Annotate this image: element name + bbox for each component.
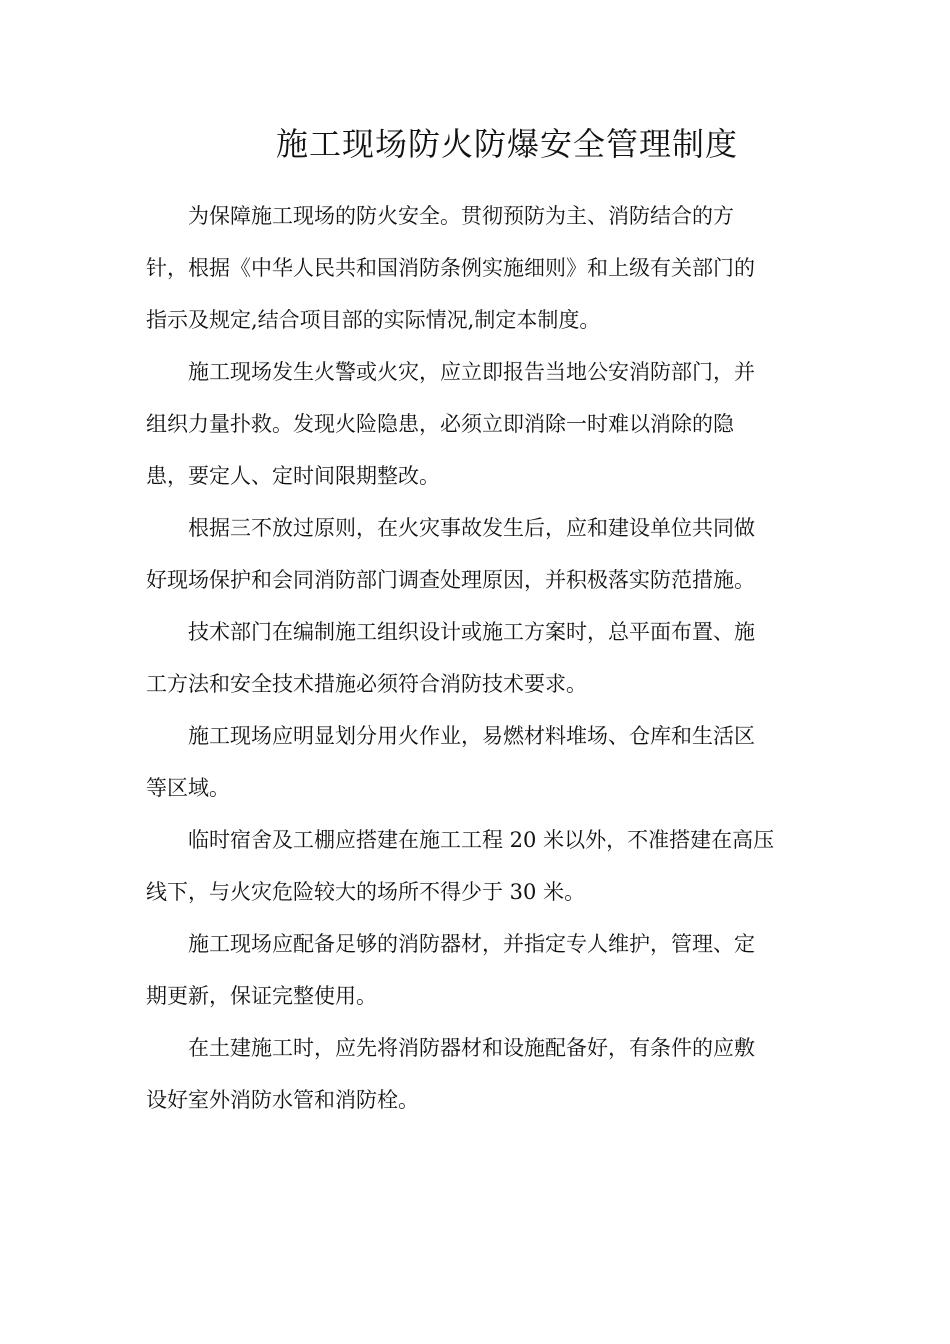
paragraph: [146, 606, 802, 710]
paragraph: [146, 1022, 802, 1126]
paragraph-line: 好现场保护和会同消防部门调查处理原因，并积极落实防范措施。: [146, 568, 755, 592]
paragraph-line: 工方法和安全技术措施必须符合消防技术要求。: [146, 672, 587, 696]
paragraph-line: 等区域。: [146, 776, 230, 800]
paragraph: [146, 346, 802, 502]
document-body: [146, 190, 802, 1126]
paragraph-line: 施工现场应明显划分用火作业，易燃材料堆场、仓库和生活区: [188, 724, 755, 748]
paragraph-line: 在土建施工时，应先将消防器材和设施配备好，有条件的应敷: [188, 1036, 755, 1060]
paragraph-line: 施工现场发生火警或火灾，应立即报告当地公安消防部门，并: [188, 360, 755, 384]
paragraph-line: 针，根据《中华人民共和国消防条例实施细则》和上级有关部门的: [146, 256, 755, 280]
paragraph-line: 技术部门在编制施工组织设计或施工方案时，总平面布置、施: [188, 620, 755, 644]
paragraph-line: 设好室外消防水管和消防栓。: [146, 1088, 419, 1112]
paragraph-line: 施工现场应配备足够的消防器材，并指定专人维护，管理、定: [188, 932, 755, 956]
paragraph-line: 期更新，保证完整使用。: [146, 984, 377, 1008]
paragraph-line: 患，要定人、定时间限期整改。: [146, 464, 440, 488]
paragraph-line: 组织力量扑救。发现火险隐患，必须立即消除一时难以消除的隐: [146, 412, 734, 436]
paragraph-line: 根据三不放过原则，在火灾事故发生后，应和建设单位共同做: [188, 516, 755, 540]
paragraph-line: 为保障施工现场的防火安全。贯彻预防为主、消防结合的方: [188, 204, 734, 228]
paragraph-line: 指示及规定,结合项目部的实际情况,制定本制度。: [146, 308, 601, 332]
paragraph: [146, 502, 802, 606]
paragraph-line: 临时宿舍及工棚应搭建在施工工程 20 米以外，不准搭建在高压: [188, 828, 775, 852]
paragraph-line: 线下，与火灾危险较大的场所不得少于 30 米。: [146, 880, 586, 904]
paragraph: [146, 814, 802, 918]
document-title: 施工现场防火防爆安全管理制度: [275, 125, 738, 163]
paragraph: [146, 710, 802, 814]
paragraph: [146, 190, 802, 346]
paragraph: [146, 918, 802, 1022]
